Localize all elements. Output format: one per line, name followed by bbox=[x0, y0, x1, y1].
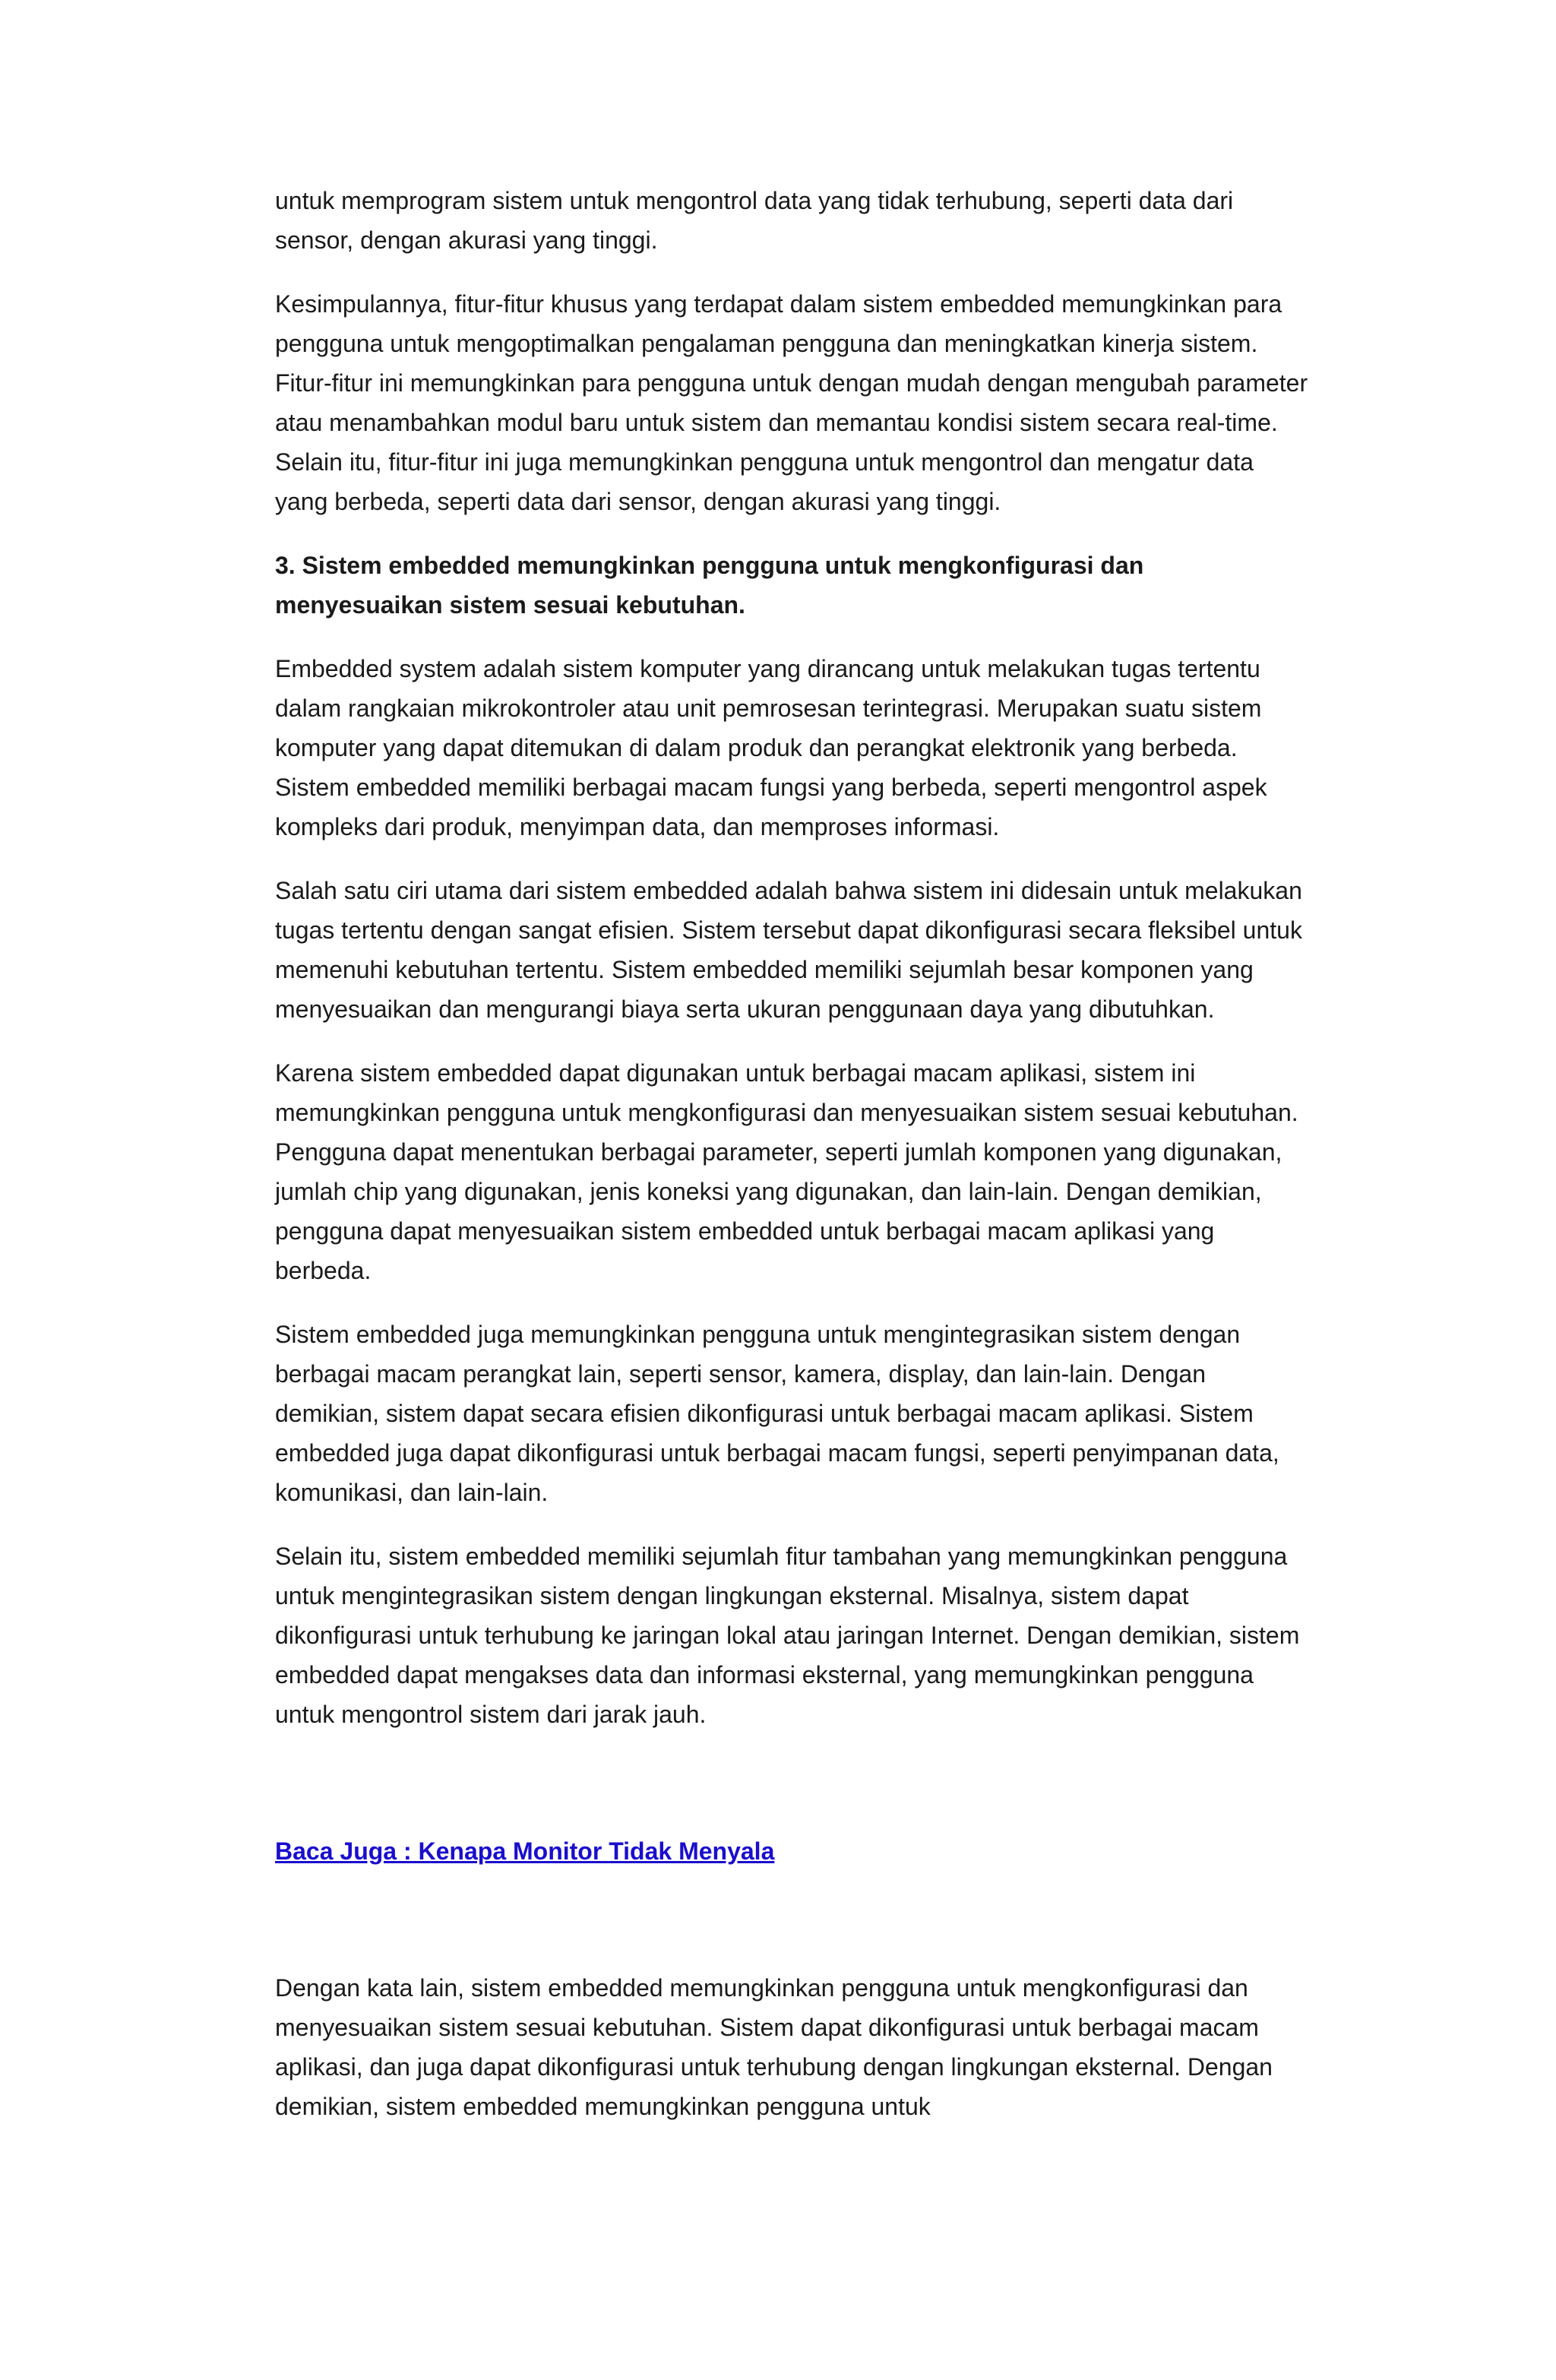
paragraph: untuk memprogram sistem untuk mengontrol data yang tidak terhubung, seperti data dari sensor, dengan akurasi yang tinggi. bbox=[275, 187, 1234, 254]
paragraph: Sistem embedded juga memungkinkan pengguna untuk mengintegrasikan sistem dengan berbagai macam perangkat lain, seperti sensor, kamera, display, dan lain-lain. Dengan demikian, sistem dapat secara efisien dikonfigurasi untuk berbagai macam aplikasi. Sistem embedded juga dapat dikonfigurasi untuk berbagai macam fungsi, seperti penyimpanan data, komunikasi, dan lain-lain. bbox=[275, 1321, 1279, 1506]
paragraph: Karena sistem embedded dapat digunakan untuk berbagai macam aplikasi, sistem ini memungkinkan pengguna untuk mengkonfigurasi dan menyesuaikan sistem sesuai kebutuhan. Pengguna dapat menentukan berbagai parameter, seperti jumlah komponen yang digunakan, jumlah chip yang digunakan, jenis koneksi yang digunakan, dan lain-lain. Dengan demikian, pengguna dapat menyesuaikan sistem embedded untuk berbagai macam aplikasi yang berbeda. bbox=[275, 1059, 1298, 1284]
paragraph: Kesimpulannya, fitur-fitur khusus yang terdapat dalam sistem embedded memungkinkan para pengguna untuk mengoptimalkan pengalaman pengguna dan meningkatkan kinerja sistem. Fitur-fitur ini memungkinkan para pengguna untuk dengan mudah dengan mengubah parameter atau menambahkan modul baru untuk sistem dan memantau kondisi sistem secara real-time. Selain itu, fitur-fitur ini juga memungkinkan pengguna untuk mengontrol dan mengatur data yang berbeda, seperti data dari sensor, dengan akurasi yang tinggi. bbox=[275, 290, 1308, 515]
related-link-container bbox=[275, 1831, 1308, 1871]
paragraph: Selain itu, sistem embedded memiliki sejumlah fitur tambahan yang memungkinkan pengguna untuk mengintegrasikan sistem dengan lingkungan eksternal. Misalnya, sistem dapat dikonfigurasi untuk terhubung ke jaringan lokal atau jaringan Internet. Dengan demikian, sistem embedded dapat mengakses data dan informasi eksternal, yang memungkinkan pengguna untuk mengontrol sistem dari jarak jauh. bbox=[275, 1543, 1300, 1728]
paragraph: Dengan kata lain, sistem embedded memungkinkan pengguna untuk mengkonfigurasi dan menyesuaikan sistem sesuai kebutuhan. Sistem dapat dikonfigurasi untuk berbagai macam aplikasi, dan juga dapat dikonfigurasi untuk terhubung dengan lingkungan eksternal. Dengan demikian, sistem embedded memungkinkan pengguna untuk bbox=[275, 1974, 1273, 2120]
paragraph: Embedded system adalah sistem komputer yang dirancang untuk melakukan tugas tertentu dalam rangkaian mikrokontroler atau unit pemrosesan terintegrasi. Merupakan suatu sistem komputer yang dapat ditemukan di dalam produk dan perangkat elektronik yang berbeda. Sistem embedded memiliki berbagai macam fungsi yang berbeda, seperti mengontrol aspek kompleks dari produk, menyimpan data, dan memproses informasi. bbox=[275, 655, 1267, 840]
related-article-link[interactable]: Baca Juga : Kenapa Monitor Tidak Menyala bbox=[275, 1837, 775, 1865]
document-page bbox=[275, 181, 1308, 2151]
paragraph: Salah satu ciri utama dari sistem embedded adalah bahwa sistem ini didesain untuk melakukan tugas tertentu dengan sangat efisien. Sistem tersebut dapat dikonfigurasi secara fleksibel untuk memenuhi kebutuhan tertentu. Sistem embedded memiliki sejumlah besar komponen yang menyesuaikan dan mengurangi biaya serta ukuran penggunaan daya yang dibutuhkan. bbox=[275, 877, 1302, 1023]
section-heading: 3. Sistem embedded memungkinkan pengguna untuk mengkonfigurasi dan menyesuaikan sistem sesuai kebutuhan. bbox=[275, 552, 1144, 619]
